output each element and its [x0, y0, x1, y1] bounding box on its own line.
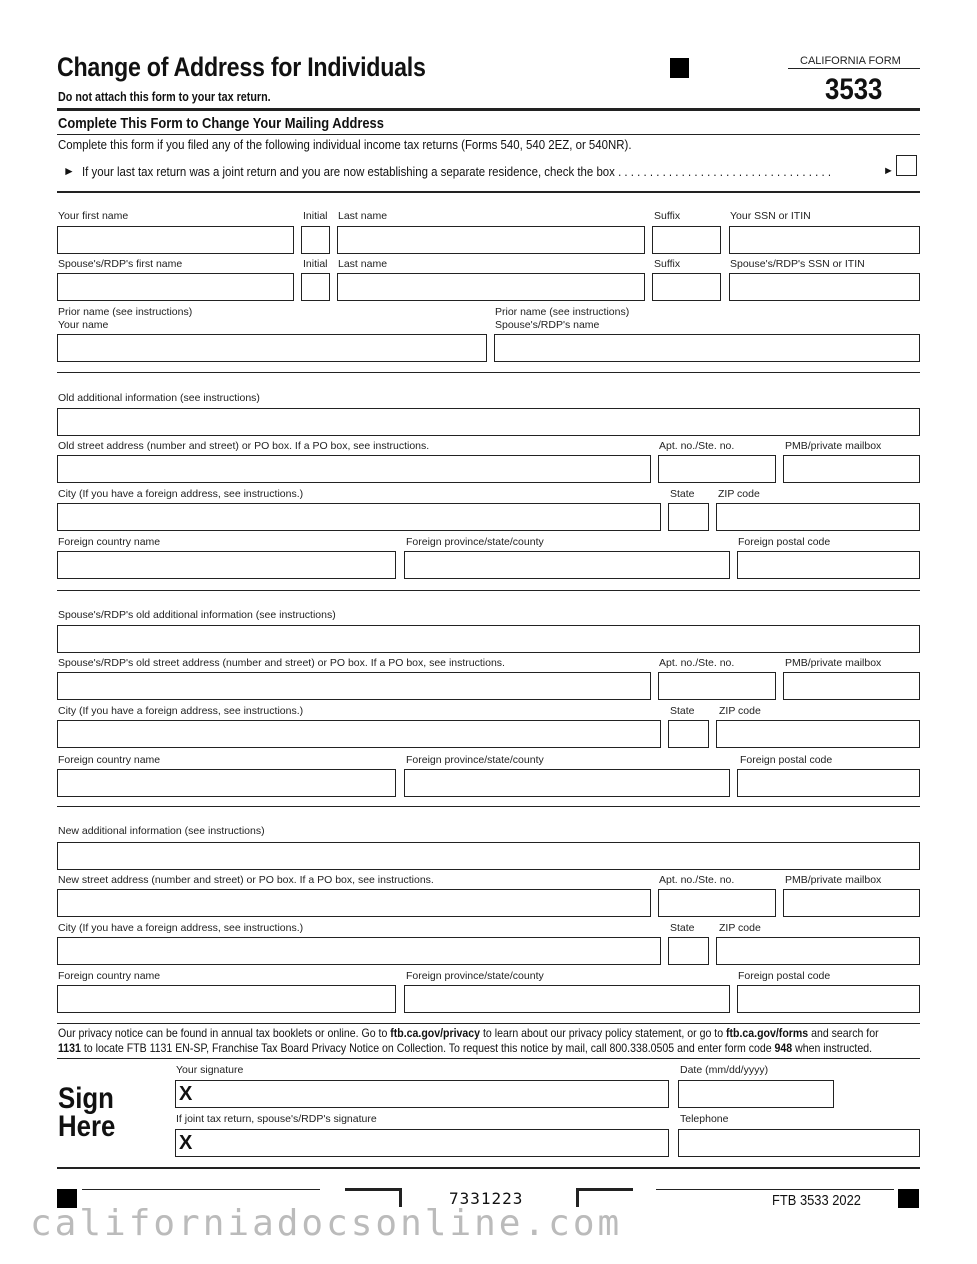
privacy-text-4: to locate FTB 1131 EN-SP, Franchise Tax Board Privacy Notice on Collection. To request this notice by mail, call 800.338.0505 and enter form code — [80, 1041, 775, 1055]
spouse-old-apt-input[interactable] — [658, 672, 776, 700]
form-label: CALIFORNIA FORM — [800, 55, 901, 67]
spouse-old-postal-label: Foreign postal code — [740, 754, 833, 766]
privacy-text-2: to learn about our privacy policy statement, or go to — [480, 1026, 727, 1040]
spouse-old-pmb-input[interactable] — [783, 672, 920, 700]
old-zip-label: ZIP code — [718, 488, 760, 500]
your-signature-label: Your signature — [176, 1064, 244, 1076]
spouse-last-name-input[interactable] — [337, 273, 645, 301]
joint-return-checkbox[interactable] — [896, 155, 917, 176]
section-rule — [57, 134, 920, 135]
prior-name-input[interactable] — [57, 334, 487, 362]
new-city-input[interactable] — [57, 937, 661, 965]
new-pmb-input[interactable] — [783, 889, 920, 917]
form-subtitle: Do not attach this form to your tax return. — [58, 90, 271, 104]
suffix-label: Suffix — [654, 210, 681, 222]
spouse-ssn-label: Spouse's/RDP's SSN or ITIN — [730, 258, 865, 270]
date-input[interactable] — [678, 1080, 834, 1108]
spouse-old-street-label: Spouse's/RDP's old street address (number and street) or PO box. If a PO box, see instructions. — [58, 657, 505, 669]
spouse-old-postal-input[interactable] — [737, 769, 920, 797]
spouse-initial-label: Initial — [303, 258, 328, 270]
spouse-old-province-label: Foreign province/state/county — [406, 754, 544, 766]
new-zip-label: ZIP code — [719, 922, 761, 934]
new-province-label: Foreign province/state/county — [406, 970, 544, 982]
telephone-label: Telephone — [680, 1113, 729, 1125]
spouse-signature-label: If joint tax return, spouse's/RDP's signature — [176, 1113, 377, 1125]
sign-heading — [58, 1082, 116, 1143]
spouse-signature-input[interactable] — [175, 1129, 669, 1157]
old-postal-input[interactable] — [737, 551, 920, 579]
new-bottom-rule — [57, 1023, 920, 1024]
form-code-948: 948 — [774, 1041, 793, 1055]
initial-input[interactable] — [301, 226, 330, 254]
watermark-text: californiadocsonline.com — [30, 1203, 623, 1244]
old-zip-input[interactable] — [716, 503, 920, 531]
signature-x-mark: X — [179, 1083, 193, 1105]
form-1131: 1131 — [58, 1041, 81, 1055]
new-zip-input[interactable] — [716, 937, 920, 965]
first-name-label: Your first name — [58, 210, 129, 222]
old-country-input[interactable] — [57, 551, 396, 579]
here-word: Here — [58, 1110, 116, 1143]
old-city-input[interactable] — [57, 503, 661, 531]
spouse-old-zip-input[interactable] — [716, 720, 920, 748]
footer-code: 7331223 — [449, 1189, 524, 1208]
new-pmb-label: PMB/private mailbox — [785, 874, 882, 886]
spouse-last-name-label: Last name — [338, 258, 388, 270]
spouse-suffix-input[interactable] — [652, 273, 721, 301]
old-additional-input[interactable] — [57, 408, 920, 436]
spouse-old-province-input[interactable] — [404, 769, 730, 797]
new-state-input[interactable] — [668, 937, 709, 965]
old-postal-label: Foreign postal code — [738, 536, 831, 548]
header-rule — [57, 108, 920, 111]
old-province-label: Foreign province/state/county — [406, 536, 544, 548]
old-pmb-label: PMB/private mailbox — [785, 440, 882, 452]
privacy-text-1: Our privacy notice can be found in annual tax booklets or online. Go to — [58, 1026, 391, 1040]
your-signature-input[interactable] — [175, 1080, 669, 1108]
section-bottom-rule — [57, 191, 920, 193]
spouse-old-state-label: State — [670, 705, 695, 717]
old-pmb-input[interactable] — [783, 455, 920, 483]
footer-rule-left — [82, 1189, 320, 1190]
joint-return-text: If your last tax return was a joint return and you are now establishing a separate residence, check the box . . . . . . . . . . . . . . . . . . . . . . . . . . . . . . . . . . — [82, 164, 832, 179]
spouse-old-country-input[interactable] — [57, 769, 396, 797]
old-state-input[interactable] — [668, 503, 709, 531]
privacy-notice — [58, 1026, 919, 1056]
new-country-label: Foreign country name — [58, 970, 161, 982]
new-apt-label: Apt. no./Ste. no. — [659, 874, 735, 886]
old-apt-label: Apt. no./Ste. no. — [659, 440, 735, 452]
privacy-bottom-rule — [57, 1058, 920, 1059]
footer-bracket-left-h — [345, 1188, 402, 1191]
last-name-input[interactable] — [337, 226, 645, 254]
new-postal-input[interactable] — [737, 985, 920, 1013]
old-apt-input[interactable] — [658, 455, 776, 483]
new-postal-label: Foreign postal code — [738, 970, 831, 982]
spouse-signature-x-mark: X — [179, 1132, 193, 1154]
spouse-initial-input[interactable] — [301, 273, 330, 301]
spouse-old-apt-label: Apt. no./Ste. no. — [659, 657, 735, 669]
new-street-input[interactable] — [57, 889, 651, 917]
initial-label: Initial — [303, 210, 328, 222]
privacy-link[interactable]: ftb.ca.gov/privacy — [390, 1026, 481, 1040]
new-apt-input[interactable] — [658, 889, 776, 917]
new-province-input[interactable] — [404, 985, 730, 1013]
registration-mark — [670, 58, 689, 78]
names-bottom-rule — [57, 372, 920, 373]
spouse-name-label: Spouse's/RDP's name — [495, 319, 600, 331]
footer-mark-right — [898, 1189, 919, 1208]
your-name-label: Your name — [58, 319, 109, 331]
section-intro: Complete this form if you filed any of the following individual income tax returns (Forms 540, 540 2EZ, or 540NR). — [58, 137, 632, 152]
forms-link[interactable]: ftb.ca.gov/forms — [726, 1026, 809, 1040]
footer-form-id: FTB 3533 2022 — [772, 1192, 861, 1209]
spouse-old-pmb-label: PMB/private mailbox — [785, 657, 882, 669]
form-label-rule — [788, 68, 920, 69]
sign-bottom-rule — [57, 1167, 920, 1169]
section-heading: Complete This Form to Change Your Mailing Address — [58, 115, 384, 132]
privacy-text-5: when instructed. — [792, 1041, 872, 1055]
spouse-ssn-input[interactable] — [729, 273, 920, 301]
new-street-label: New street address (number and street) or PO box. If a PO box, see instructions. — [58, 874, 434, 886]
spouse-old-additional-input[interactable] — [57, 625, 920, 653]
spouse-old-additional-label: Spouse's/RDP's old additional information (see instructions) — [58, 609, 336, 621]
joint-end-arrow: ► — [883, 165, 894, 177]
old-street-label: Old street address (number and street) or PO box. If a PO box, see instructions. — [58, 440, 430, 452]
old-city-label: City (If you have a foreign address, see instructions.) — [58, 488, 304, 500]
last-name-label: Last name — [338, 210, 388, 222]
telephone-input[interactable] — [678, 1129, 920, 1157]
new-additional-input[interactable] — [57, 842, 920, 870]
spouse-suffix-label: Suffix — [654, 258, 681, 270]
spouse-old-bottom-rule — [57, 806, 920, 807]
old-state-label: State — [670, 488, 695, 500]
old-bottom-rule — [57, 590, 920, 591]
ssn-input[interactable] — [729, 226, 920, 254]
sign-word: Sign — [58, 1082, 114, 1115]
form-number: 3533 — [825, 73, 883, 106]
spouse-old-country-label: Foreign country name — [58, 754, 161, 766]
old-province-input[interactable] — [404, 551, 730, 579]
new-country-input[interactable] — [57, 985, 396, 1013]
privacy-text-3: and search for — [808, 1026, 879, 1040]
first-name-input[interactable] — [57, 226, 294, 254]
spouse-first-name-label: Spouse's/RDP's first name — [58, 258, 183, 270]
old-country-label: Foreign country name — [58, 536, 161, 548]
spouse-old-zip-label: ZIP code — [719, 705, 761, 717]
footer-rule-right — [656, 1189, 894, 1190]
spouse-old-street-input[interactable] — [57, 672, 651, 700]
new-additional-label: New additional information (see instructions) — [58, 825, 265, 837]
spouse-prior-name-input[interactable] — [494, 334, 920, 362]
spouse-old-city-label: City (If you have a foreign address, see instructions.) — [58, 705, 304, 717]
spouse-first-name-input[interactable] — [57, 273, 294, 301]
footer-bracket-right-h — [576, 1188, 633, 1191]
ssn-label: Your SSN or ITIN — [730, 210, 811, 222]
spouse-prior-name-label: Prior name (see instructions) — [495, 306, 630, 318]
joint-arrow: ► — [63, 164, 75, 178]
spouse-old-city-input[interactable] — [57, 720, 661, 748]
prior-name-label: Prior name (see instructions) — [58, 306, 193, 318]
date-label: Date (mm/dd/yyyy) — [680, 1064, 769, 1076]
old-street-input[interactable] — [57, 455, 651, 483]
old-additional-label: Old additional information (see instructions) — [58, 392, 260, 404]
suffix-input[interactable] — [652, 226, 721, 254]
new-state-label: State — [670, 922, 695, 934]
spouse-old-state-input[interactable] — [668, 720, 709, 748]
form-title: Change of Address for Individuals — [57, 52, 426, 82]
new-city-label: City (If you have a foreign address, see instructions.) — [58, 922, 304, 934]
